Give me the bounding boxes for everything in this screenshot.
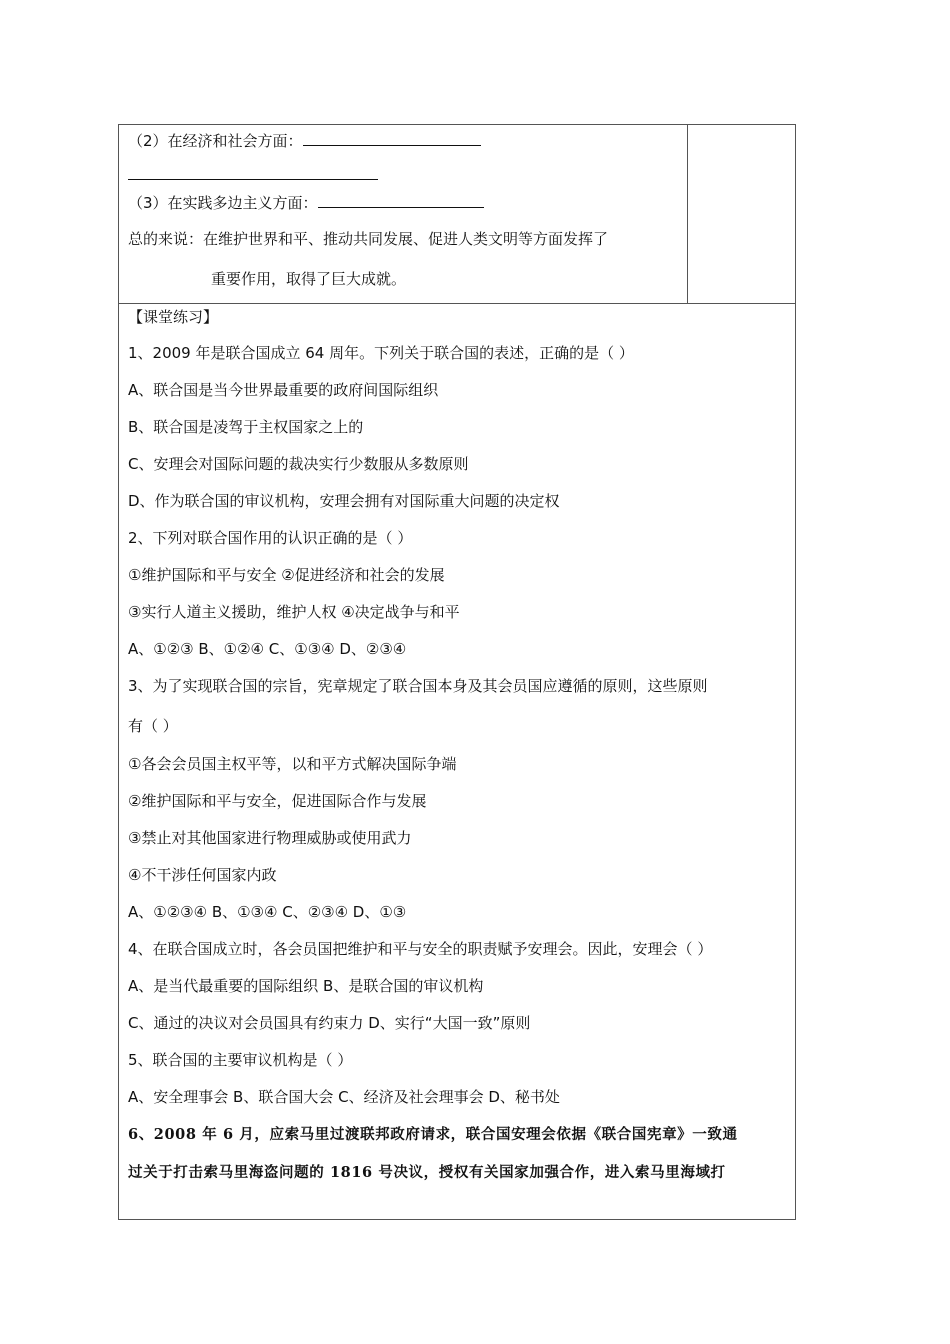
answer-blank-continued: [128, 179, 378, 180]
item-economy-society: [128, 129, 481, 151]
question-line: A、①②③④ B、①③④ C、②③④ D、①③: [128, 903, 407, 921]
question-line: A、是当代最重要的国际组织 B、是联合国的审议机构: [128, 977, 484, 995]
item-multilateralism-label: （3）在实践多边主义方面：: [128, 194, 318, 212]
answer-blank: [303, 129, 481, 146]
item-economy-society-label: （2）在经济和社会方面：: [128, 132, 303, 150]
question-line: D、作为联合国的审议机构，安理会拥有对国际重大问题的决定权: [128, 492, 560, 510]
question-line: ④不干涉任何国家内政: [128, 866, 277, 884]
question-line: C、通过的决议对会员国具有约束力 D、实行“大国一致”原则: [128, 1014, 531, 1032]
question-line: C、安理会对国际问题的裁决实行少数服从多数原则: [128, 455, 469, 473]
item-multilateralism: [128, 191, 484, 213]
practice-section: [119, 304, 795, 1219]
question-line: B、联合国是凌驾于主权国家之上的: [128, 418, 364, 436]
question-line: A、①②③ B、①②④ C、①③④ D、②③④: [128, 640, 407, 658]
top-row: [119, 125, 795, 304]
summary-line-2: 重要作用，取得了巨大成就。: [211, 270, 407, 288]
question-line: A、安全理事会 B、联合国大会 C、经济及社会理事会 D、秘书处: [128, 1088, 560, 1106]
role-summary-cell: [119, 125, 688, 303]
question-line: ①维护国际和平与安全 ②促进经济和社会的发展: [128, 566, 445, 584]
question-line: A、联合国是当今世界最重要的政府间国际组织: [128, 381, 439, 399]
question-line: 2、下列对联合国作用的认识正确的是（ ）: [128, 529, 413, 547]
question-line: 5、联合国的主要审议机构是（ ）: [128, 1051, 353, 1069]
question-6-line-2: 过关于打击索马里海盗问题的 1816 号决议，授权有关国家加强合作，进入索马里海域打: [128, 1164, 726, 1181]
question-line: ①各会会员国主权平等，以和平方式解决国际争端: [128, 755, 457, 773]
question-line: 有（ ）: [128, 717, 178, 735]
question-6-line-1: 6、2008 年 6 月，应索马里过渡联邦政府请求，联合国安理会依据《联合国宪章》一致通: [128, 1126, 738, 1143]
document-table: [118, 124, 796, 1220]
notes-cell: [688, 125, 795, 303]
question-line: ③禁止对其他国家进行物理威胁或使用武力: [128, 829, 412, 847]
question-line: ③实行人道主义援助，维护人权 ④决定战争与和平: [128, 603, 460, 621]
question-line: ②维护国际和平与安全，促进国际合作与发展: [128, 792, 427, 810]
question-line: 4、在联合国成立时，各会员国把维护和平与安全的职责赋予安理会。因此，安理会（ ）: [128, 940, 713, 958]
question-line: 1、2009 年是联合国成立 64 周年。下列关于联合国的表述，正确的是（ ）: [128, 344, 634, 362]
summary-line-1: 总的来说：在维护世界和平、推动共同发展、促进人类文明等方面发挥了: [128, 230, 609, 248]
answer-blank: [318, 191, 484, 208]
question-line: 3、为了实现联合国的宗旨，宪章规定了联合国本身及其会员国应遵循的原则，这些原则: [128, 677, 708, 695]
practice-heading: 【课堂练习】: [128, 308, 219, 326]
